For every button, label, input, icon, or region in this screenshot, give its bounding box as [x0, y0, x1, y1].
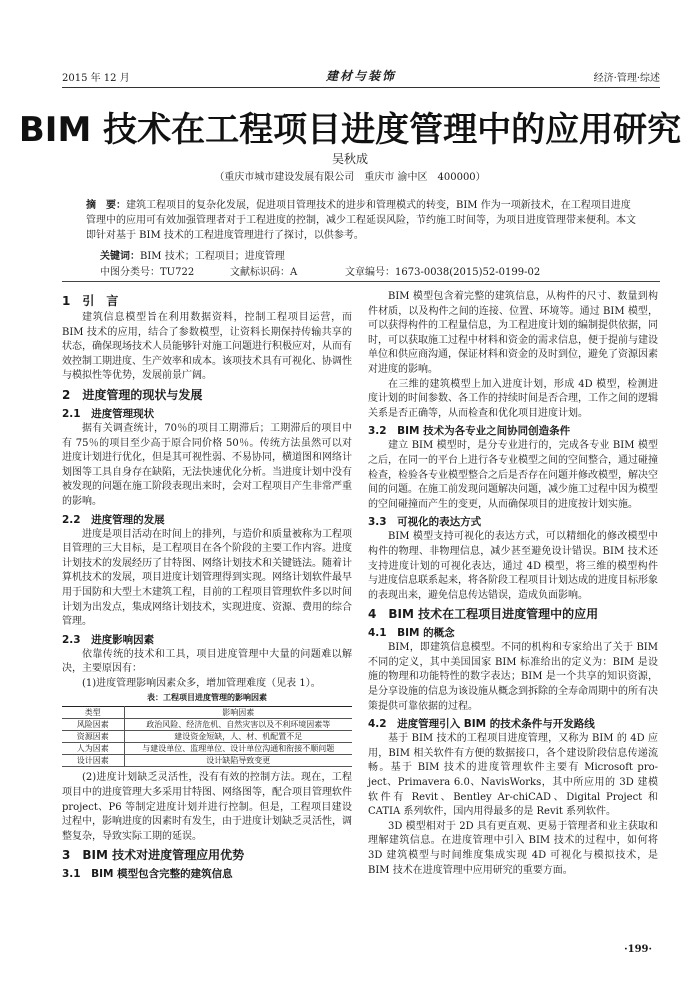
paragraph: 在三维的建筑模型上加入进度计划，形成 4D 模型，检测进度计划的时间参数、各工作的持续时间是否合理，工作之间的逻辑关系是否正确等，从而检查和优化项目进度计划。 [368, 378, 658, 419]
journal-name: 建材与装饰 [325, 69, 396, 83]
table-caption: 表：工程项目进度管理的影响因素 [147, 692, 267, 703]
left-column [62, 290, 352, 882]
table-header: 类型 [62, 707, 124, 719]
table-cell: 风险因素 [62, 719, 124, 731]
abstract [86, 198, 640, 243]
table-cell: 设计缺陷导致变更 [124, 755, 352, 767]
subsection-heading: 4.1 BIM 的概念 [368, 627, 455, 640]
table-cell: 设计因素 [62, 755, 124, 767]
subsection-heading: 3.1 BIM 模型包含完整的建筑信息 [62, 868, 233, 881]
running-header [62, 66, 660, 88]
abstract-label: 摘 要： [86, 200, 126, 211]
table-cell: 资源因素 [62, 731, 124, 743]
paragraph: (1)进度管理影响因素众多，增加管理难度（见表 1）。 [82, 677, 321, 689]
table-cell: 政治风险、经济危机、自然灾害以及不利环境因素等 [124, 719, 352, 731]
paragraph: 基于 BIM 技术的工程项目进度管理，又称为 BIM 的 4D 应用，BIM 相关软件有方便的数据接口，各个建设阶段信息传递流畅。基于 BIM 技术的进度管理软件主要有 Microsoft pro-ject、Primavera 6.0、NavisWorks，其中所应用的 3D 建模软件有 Revit、Bentley Ar-chiCAD、Digital Project 和 CATIA 系列软件，国内用得最多的是 Revit 系列软件。 [368, 733, 658, 818]
table-cell: 与建设单位、监理单位、设计单位沟通和衔接不顺问题 [124, 743, 352, 755]
keywords-text: BIM 技术；工程项目；进度管理 [140, 251, 285, 262]
header-date: 2015 年 12 月 [62, 73, 130, 84]
paper-title: BIM 技术在工程项目进度管理中的应用研究 [18, 110, 682, 150]
paragraph: 据有关调查统计，70％的项目工期滞后；工期滞后的项目中有 75％的项目至少高于原合同价格 50％。传统方法虽然可以对进度计划进行优化，但是其可视性弱、不易协同，横道图和网络计划图等工具自身存在缺陷，无法快速优化分析。当进度计划中没有被发现的问题在施工阶段表现出来时，会对工程项目产生非常严重的影响。 [62, 422, 352, 507]
paragraph: 3D 模型相对于 2D 具有更直观、更易于管理者和业主获取和理解建筑信息。在进度管理中引入 BIM 技术的过程中，如何将 3D 建筑模型与时间维度集成实现 4D 可视化与模拟技术，是 BIM 技术在进度管理中应用研究的重要方面。 [368, 820, 658, 876]
section-heading: 1 引 言 [62, 294, 119, 308]
paragraph: (2)进度计划缺乏灵活性，没有有效的控制方法。现在，工程项目中的进度管理大多采用甘特图、网络图等，配合项目管理软件 project、P6 等制定进度计划并进行控制。但是，工程项目建设过程中，影响进度的因素时有发生，由于进度计划缺乏灵活性，调整复杂，导致实际工期的延误。 [62, 772, 352, 842]
header-section: 经济·管理·综述 [593, 73, 660, 84]
table-row [62, 743, 352, 755]
subsection-heading: 2.1 进度管理现状 [62, 407, 155, 420]
table-row [62, 755, 352, 767]
paragraph: 建立 BIM 模型时，是分专业进行的，完成各专业 BIM 模型之后，在同一的平台上进行各专业模型之间的空间整合，通过碰撞检查，检验各专业模型整合之后是否存在问题并修改模型，解决空间的问题。在施工前发现问题解决问题，减少施工过程中因为模型的空间碰撞而产生的变更，从而确保项目的进度按计划实施。 [368, 440, 658, 510]
page-number: ·199· [624, 944, 652, 955]
author: 吴秋成 [331, 152, 368, 166]
doc-code: 文献标识码：A [230, 267, 298, 278]
subsection-heading: 4.2 进度管理引入 BIM 的技术条件与开发路线 [368, 718, 595, 731]
paragraph: 建筑信息模型旨在利用数据资料，控制工程项目运营，而 BIM 技术的应用，结合了参数模型，让资料长期保持传输共享的状态，确保现场技术人员能够针对施工问题进行积极应对，从而有效控制工期进度、生产效率和成本。该项技术具有可视化、协调性与模拟性等优势，发展前景广阔。 [62, 312, 352, 382]
influence-factors-table [62, 706, 352, 767]
subsection-heading: 2.2 进度管理的发展 [62, 513, 165, 526]
article-number: 文章编号：1673-0038(2015)52-0199-02 [345, 267, 541, 278]
divider [62, 281, 660, 282]
section-heading: 3 BIM 技术对进度管理应用优势 [62, 848, 245, 863]
paragraph: 进度是项目活动在时间上的排列，与造价和质量被称为工程项目管理的三大目标，是工程项目在各个阶段的主要工作内容。进度计划技术的发展经历了甘特图、网络计划技术和关键链法。随着计算机技术的发展，项目进度计划管理得到实现。网络计划软件最早用于国防和大型土木建筑工程，目前的工程项目管理软件多以时间计划为出发点，集成网络计划技术，实现进度、资源、费用的综合管理。 [62, 528, 352, 628]
paragraph: 依靠传统的技术和工具，项目进度管理中大量的问题难以解决，主要原因有： [62, 648, 352, 675]
paragraph: BIM 模型支持可视化的表达方式，可以精细化的修改模型中构件的物理、非物理信息，减少甚至避免设计错误。BIM 技术还支持进度计划的可视化表达，通过 4D 模型，将三维的模型构件与进度信息联系起来，将各阶段工程项目计划达成的进度目标形象的表现出来，避免信息传达错误，造成负面影响。 [368, 531, 658, 601]
subsection-heading: 2.3 进度影响因素 [62, 633, 155, 646]
section-heading: 4 BIM 技术在工程项目进度管理中的应用 [368, 607, 599, 622]
subsection-heading: 3.3 可视化的表达方式 [368, 516, 482, 529]
table-cell: 建设资金短缺，人、材、机配置不足 [124, 731, 352, 743]
table-row [62, 719, 352, 731]
keywords [100, 247, 285, 262]
clc-number: 中图分类号：TU722 [100, 267, 195, 278]
right-column [368, 290, 658, 878]
abstract-text: 建筑工程项目的复杂化发展，促进项目管理技术的进步和管理模式的转变，BIM 作为一项新技术，在工程项目进度管理中的应用可有效加强管理者对于工程进度的控制，减少工程延误风险，节约施工时间等，为项目进度管理带来便利。本文即针对基于 BIM 技术的工程进度管理进行了探讨，以供参考。 [86, 200, 636, 241]
section-heading: 2 进度管理的现状与发展 [62, 387, 203, 402]
table-row [62, 731, 352, 743]
paragraph: BIM，即建筑信息模型。不同的机构和专家给出了关于 BIM 不同的定义，其中美国国家 BIM 标准给出的定义为：BIM 是设施的物理和功能特性的数字表达；BIM 是一个共享的知识资源，是分享设施的信息为该设施从概念到拆除的全寿命周期中的所有决策提供可靠依据的过程。 [368, 642, 658, 712]
table-cell: 人为因素 [62, 743, 124, 755]
affiliation: （重庆市城市建设发展有限公司 重庆市 渝中区 400000） [214, 172, 486, 183]
keywords-label: 关键词： [100, 251, 140, 262]
paragraph: BIM 模型包含着完整的建筑信息，从构件的尺寸、数量到构件材质，以及构件之间的连接、位置、环境等。通过 BIM 模型，可以获得构件的工程量信息，为工程进度计划的编制提供依据，同时，可以获取施工过程中材料和资金的需求信息，便于提前与建设单位和供应商沟通，保证材料和资金的及时到位，避免了资源因素对进度的影响。 [368, 291, 658, 375]
subsection-heading: 3.2 BIM 技术为各专业之间协同创造条件 [368, 425, 571, 438]
table-header: 影响因素 [124, 707, 352, 719]
